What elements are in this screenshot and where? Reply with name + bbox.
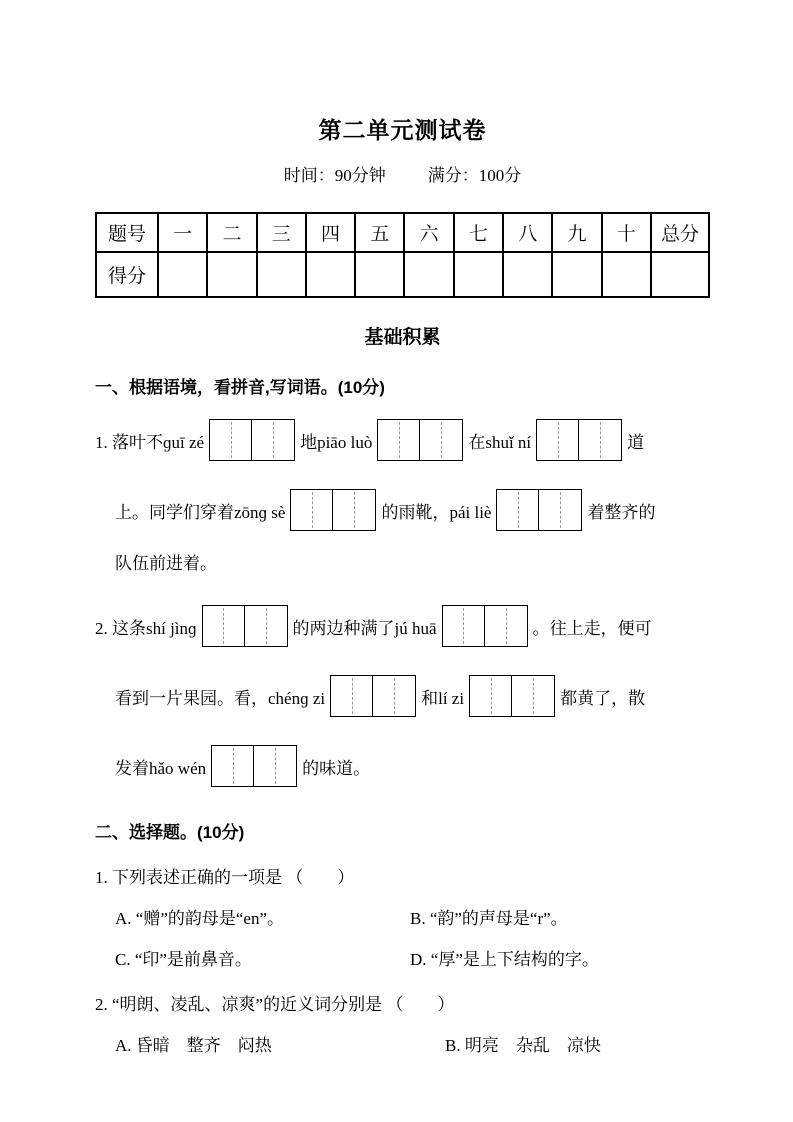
answer-box-cell <box>212 746 254 786</box>
pinyin-text: 看到一片果园。看，chénɡ zi <box>115 688 326 708</box>
page-title: 第二单元测试卷 <box>318 117 487 143</box>
paper-subtitle <box>95 161 710 186</box>
answer-box-cell <box>443 606 485 646</box>
score-table <box>95 212 710 298</box>
q1-item2-line1 <box>95 598 710 654</box>
score-cell[interactable] <box>158 252 207 297</box>
answer-box[interactable] <box>377 419 463 461</box>
score-cell[interactable] <box>404 252 453 297</box>
answer-box-cell <box>537 420 579 460</box>
score-cell[interactable] <box>207 252 256 297</box>
answer-box-cell <box>485 606 527 646</box>
answer-box-cell <box>245 606 287 646</box>
answer-box[interactable] <box>442 605 528 647</box>
pinyin-text: 上。同学们穿着zōnɡ sè <box>115 502 286 522</box>
option-a: A. “赠”的韵母是“en”。 <box>115 909 285 928</box>
pinyin-text: 1. 落叶不ɡuī zé <box>95 432 205 452</box>
answer-box-cell <box>210 420 252 460</box>
option-b: B. “韵”的声母是“r”。 <box>410 909 568 928</box>
column-header: 六 <box>404 213 453 252</box>
score-cell[interactable] <box>503 252 552 297</box>
q2-item1-stem: 1. 下列表述正确的一项是 （ ） <box>95 868 355 887</box>
q2-item2-options-row1 <box>95 1031 710 1056</box>
option-a: A. 昏暗 整齐 闷热 <box>115 1036 272 1055</box>
column-header: 十 <box>602 213 651 252</box>
answer-box-cell <box>470 676 512 716</box>
q1-item2-line2 <box>95 668 710 724</box>
pinyin-text: 的味道。 <box>302 758 371 778</box>
column-header-total: 总分 <box>651 213 709 252</box>
pinyin-text: 着整齐的 <box>587 502 656 522</box>
answer-box-cell <box>252 420 294 460</box>
score-table-header-row <box>96 213 709 252</box>
question-number-label: 题号 <box>96 213 158 252</box>
answer-box[interactable] <box>469 675 555 717</box>
pinyin-text: 的雨靴，pái liè <box>381 502 492 522</box>
score-cell[interactable] <box>355 252 404 297</box>
column-header: 三 <box>257 213 306 252</box>
answer-box[interactable] <box>211 745 297 787</box>
answer-box-cell <box>373 676 415 716</box>
pinyin-text: 地piāo luò <box>300 432 373 452</box>
score-cell[interactable] <box>257 252 306 297</box>
question-2-title: 二、选择题。(10分) <box>95 823 245 842</box>
score-table-score-row <box>96 252 709 297</box>
answer-box[interactable] <box>330 675 416 717</box>
column-header: 一 <box>158 213 207 252</box>
answer-box[interactable] <box>290 489 376 531</box>
answer-box-cell <box>512 676 554 716</box>
question-1-title: 一、根据语境，看拼音,写词语。(10分) <box>95 378 385 397</box>
q2-item2-stem: 2. “明朗、凌乱、凉爽”的近义词分别是 （ ） <box>95 995 455 1014</box>
q1-item1-line2 <box>95 482 710 538</box>
score-label: 得分 <box>96 252 158 297</box>
answer-box[interactable] <box>496 489 582 531</box>
pinyin-text: 在shuǐ ní <box>468 432 532 452</box>
column-header: 四 <box>306 213 355 252</box>
score-cell-total[interactable] <box>651 252 709 297</box>
answer-box-cell <box>254 746 296 786</box>
time-limit-text: 时间：90分钟 <box>283 166 386 185</box>
column-header: 二 <box>207 213 256 252</box>
score-cell[interactable] <box>602 252 651 297</box>
answer-box-cell <box>203 606 245 646</box>
answer-box-cell <box>539 490 581 530</box>
score-cell[interactable] <box>306 252 355 297</box>
column-header: 五 <box>355 213 404 252</box>
pinyin-text: 道 <box>627 432 645 452</box>
q2-item1-options-row1 <box>95 904 710 929</box>
pinyin-text: 和lí zi <box>421 688 465 708</box>
pinyin-text: 2. 这条shí jìnɡ <box>95 618 197 638</box>
option-d: D. “厚”是上下结构的字。 <box>410 950 599 969</box>
q2-item1-options-row2 <box>95 945 710 970</box>
pinyin-text: 发着hǎo wén <box>115 758 207 778</box>
answer-box-cell <box>331 676 373 716</box>
full-score-text: 满分：100分 <box>427 166 522 185</box>
answer-box[interactable] <box>202 605 288 647</box>
q1-item1-line3 <box>95 544 710 584</box>
answer-box-cell <box>333 490 375 530</box>
q1-item2-line3 <box>95 738 710 794</box>
pinyin-text: 。往上走，便可 <box>532 618 652 638</box>
answer-box-cell <box>291 490 333 530</box>
q1-item1-line1 <box>95 412 710 468</box>
answer-box-cell <box>420 420 462 460</box>
column-header: 七 <box>454 213 503 252</box>
column-header: 九 <box>552 213 601 252</box>
option-c: C. “印”是前鼻音。 <box>115 950 252 969</box>
option-b: B. 明亮 杂乱 凉快 <box>445 1036 601 1055</box>
pinyin-text: 的两边种满了jú huā <box>292 618 437 638</box>
answer-box[interactable] <box>536 419 622 461</box>
answer-box-cell <box>579 420 621 460</box>
answer-box-cell <box>378 420 420 460</box>
answer-box[interactable] <box>209 419 295 461</box>
answer-box-cell <box>497 490 539 530</box>
section-heading: 基础积累 <box>364 327 441 348</box>
body-text: 队伍前进着。 <box>115 554 217 573</box>
score-cell[interactable] <box>454 252 503 297</box>
pinyin-text: 都黄了，散 <box>560 688 646 708</box>
score-cell[interactable] <box>552 252 601 297</box>
column-header: 八 <box>503 213 552 252</box>
